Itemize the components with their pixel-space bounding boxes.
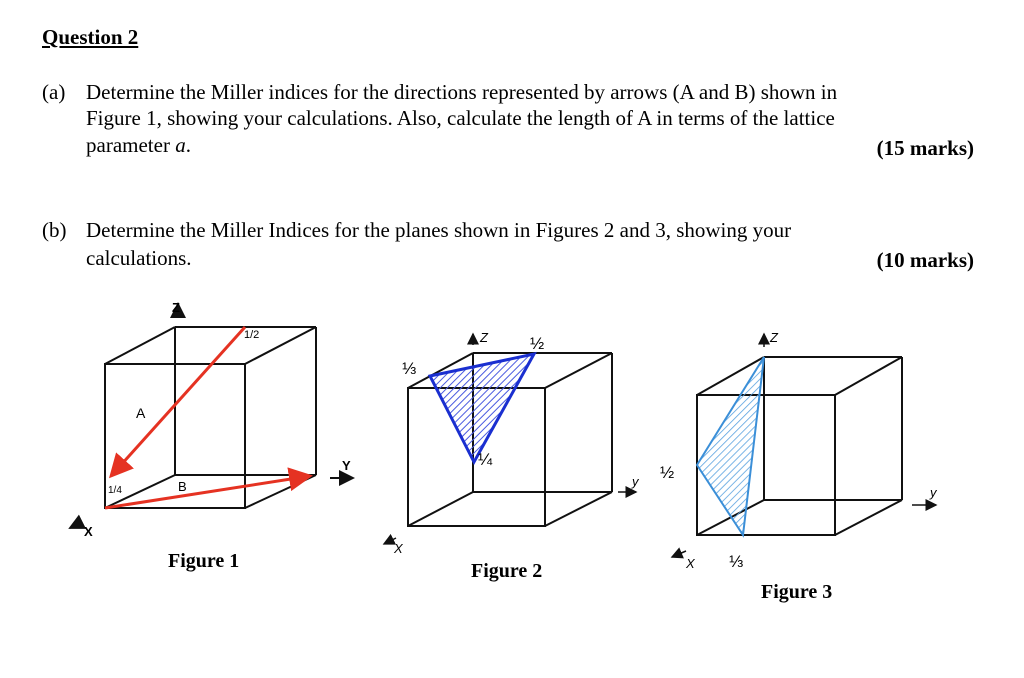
- figure-2-y-label: y: [632, 474, 639, 489]
- figure-2-half-label: ½: [530, 334, 545, 353]
- figure-1-x-axis: [70, 522, 82, 528]
- figure-3-connector-br: [835, 500, 902, 535]
- figure-2-connector-bl: [408, 492, 473, 526]
- part-a-label: (a): [42, 80, 66, 104]
- question-heading: Question 2: [42, 25, 139, 49]
- figure-3-connector-tr: [835, 357, 902, 395]
- figure-2-caption: Figure 2: [471, 560, 543, 582]
- figure-2-connector-tr: [545, 353, 612, 388]
- part-a-line-2: Figure 1, showing your calculations. Also, calculate the length of A in terms of the lattice: [86, 106, 835, 130]
- figure-3-plane: [697, 357, 764, 535]
- figure-3-y-label: y: [930, 485, 937, 500]
- figure-2-x-label: X: [394, 541, 403, 556]
- figure-1-arrow-a-label: A: [136, 405, 146, 421]
- figure-3-third-label: ⅓: [729, 552, 744, 571]
- figure-3-x-axis: [672, 551, 686, 557]
- figure-2-third-label: ⅓: [402, 359, 417, 378]
- figure-2-plane: [430, 354, 534, 462]
- figure-3-caption: Figure 3: [761, 581, 833, 603]
- figure-2-connector-br: [545, 492, 612, 526]
- figure-1-connector-tl: [105, 327, 175, 364]
- part-a-line-1: Determine the Miller indices for the directions represented by arrows (A and B) shown in: [86, 80, 838, 104]
- figure-3-half-label: ½: [660, 463, 675, 482]
- figure-1-caption: Figure 1: [168, 550, 240, 572]
- figure-1-quarter-label: 1/4: [108, 485, 122, 496]
- figure-2-z-label: Z: [480, 330, 488, 345]
- figure-1-y-label: Y: [342, 458, 351, 473]
- figure-3-x-label: X: [686, 556, 695, 571]
- part-b-line-2: calculations.: [86, 246, 192, 270]
- part-a-marks: (15 marks): [876, 136, 974, 160]
- figure-1-x-label: X: [84, 524, 93, 539]
- figure-3-z-label: Z: [770, 330, 778, 345]
- figure-1-z-label: Z: [172, 300, 180, 315]
- part-a-line-3-prefix: parameter: [86, 133, 176, 157]
- lattice-parameter-symbol: a: [175, 133, 186, 157]
- part-b-marks: (10 marks): [876, 248, 974, 272]
- part-a-line-3-suffix: .: [185, 133, 191, 157]
- part-b-label: (b): [42, 218, 67, 242]
- part-b-line-1: Determine the Miller Indices for the planes shown in Figures 2 and 3, showing your: [86, 218, 792, 242]
- figure-1-half-label: 1/2: [244, 329, 260, 341]
- figure-1-arrow-b-label: B: [178, 479, 187, 494]
- figure-2-quarter-label: ¼: [478, 450, 493, 469]
